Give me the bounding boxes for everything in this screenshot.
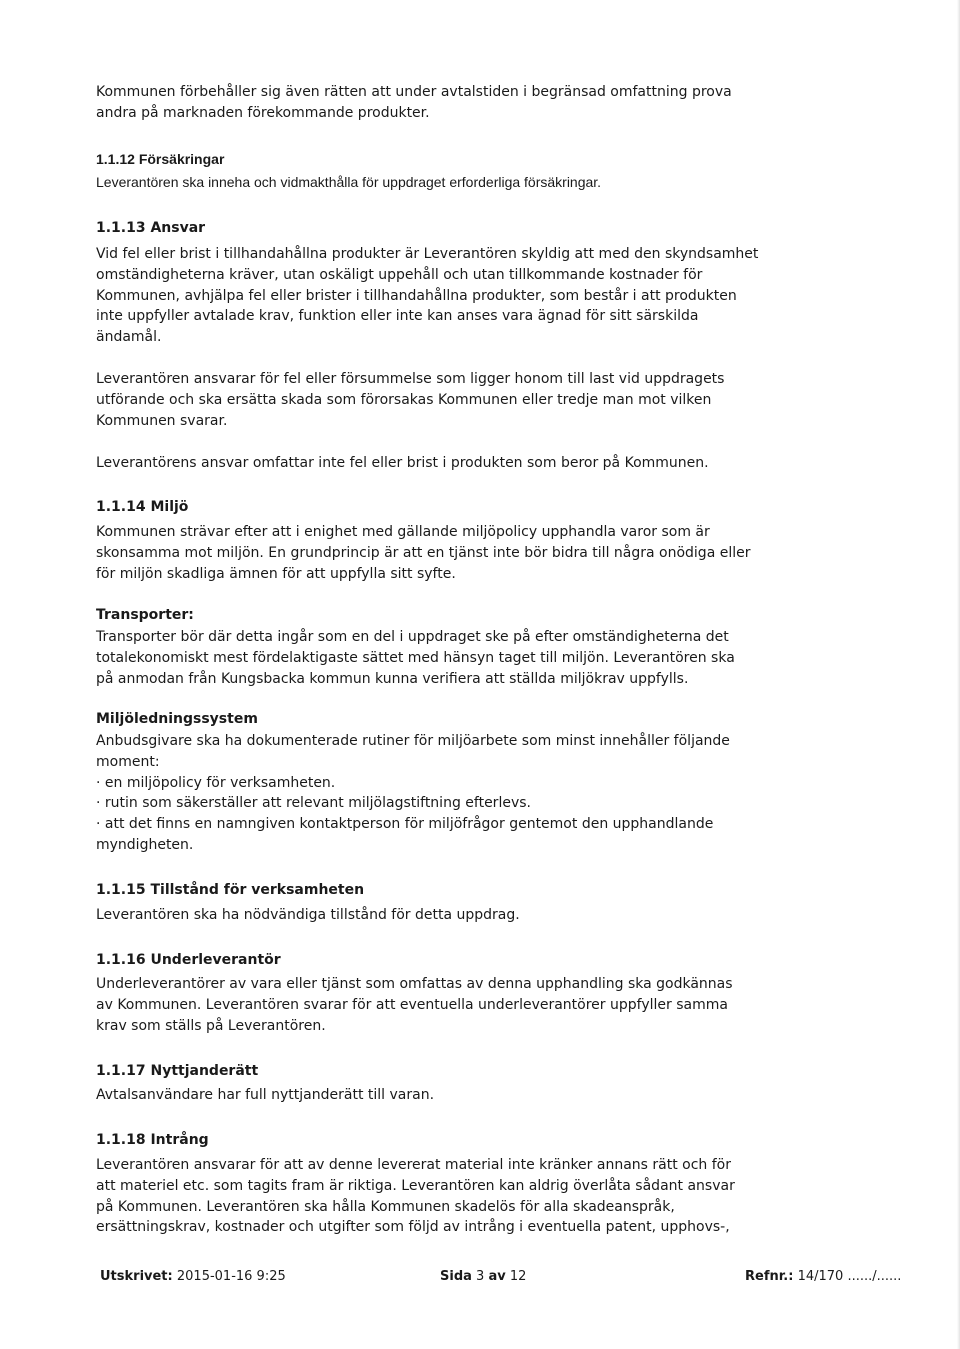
transporter-paragraph xyxy=(96,627,796,689)
text-line: omständigheterna kräver, utan oskäligt uppehåll och utan tillkommande kostnader för xyxy=(96,266,703,283)
footer-page-number xyxy=(440,1268,526,1286)
miljo-paragraph xyxy=(96,522,796,584)
tillstand-paragraph xyxy=(96,905,796,926)
text-line: Underleverantörer av vara eller tjänst som omfattas av denna upphandling ska godkännas xyxy=(96,976,733,992)
text-line: Kommunen svarar. xyxy=(96,412,228,429)
text-line: utförande och ska ersätta skada som förorsakas Kommunen eller tredje man mot vilken xyxy=(96,391,712,408)
ref-value: 14/170 ....../...... xyxy=(797,1269,902,1284)
page-label: Sida xyxy=(440,1269,472,1284)
text-line: Leverantören ska inneha och vidmakthålla för uppdraget erforderliga försäkringar. xyxy=(96,174,602,190)
text-line: ändamål. xyxy=(96,329,162,346)
text-line: Kommunen strävar efter att i enighet med gällande miljöpolicy upphandla varor som är xyxy=(96,524,710,540)
list-item: · en miljöpolicy för verksamheten. xyxy=(96,774,336,791)
ansvar-paragraph-3 xyxy=(96,453,796,474)
footer-printed xyxy=(100,1268,286,1286)
section-heading-intrang: 1.1.18 Intrång xyxy=(96,1132,209,1148)
section-heading-miljoledningssystem: Miljöledningssystem xyxy=(96,711,258,727)
text-line: krav som ställs på Leverantören. xyxy=(96,1017,326,1034)
miljoledningssystem-paragraph xyxy=(96,731,796,856)
text-line: andra på marknaden förekommande produkter. xyxy=(96,104,430,121)
text-line: Avtalsanvändare har full nyttjanderätt till varan. xyxy=(96,1087,435,1103)
text-line: Anbudsgivare ska ha dokumenterade rutiner för miljöarbete som minst innehåller följande xyxy=(96,733,730,749)
text-line: att materiel etc. som tagits fram är riktiga. Leverantören kan aldrig överlåta sådant ansvar xyxy=(96,1177,735,1194)
text-line: på anmodan från Kungsbacka kommun kunna verifiera att ställda miljökrav uppfylls. xyxy=(96,670,689,687)
ansvar-paragraph-2 xyxy=(96,369,796,431)
text-line: inte uppfyller avtalade krav, funktion eller inte kan anses vara ägnad för sitt särskilda xyxy=(96,308,699,325)
section-heading-underleverantor: 1.1.16 Underleverantör xyxy=(96,952,281,968)
text-line: av Kommunen. Leverantören svarar för att eventuella underleverantörer uppfyller samma xyxy=(96,996,728,1013)
text-line: Leverantören ansvarar för fel eller försummelse som ligger honom till last vid uppdragets xyxy=(96,371,725,387)
underleverantor-paragraph xyxy=(96,974,796,1036)
section-heading-transporter: Transporter: xyxy=(96,607,194,623)
nyttjanderatt-paragraph xyxy=(96,1085,796,1106)
text-line: Kommunen, avhjälpa fel eller brister i tillhandahållna produkter, som består i att produkten xyxy=(96,287,737,304)
section-heading-nyttjanderatt: 1.1.17 Nyttjanderätt xyxy=(96,1063,259,1079)
text-line: Vid fel eller brist i tillhandahållna produkter är Leverantören skyldig att med den skyndsamhet xyxy=(96,246,759,262)
text-line: på Kommunen. Leverantören ska hålla Kommunen skadelös för alla skadeanspråk, xyxy=(96,1198,675,1215)
section-heading-ansvar: 1.1.13 Ansvar xyxy=(96,220,206,236)
text-line: Leverantören ska ha nödvändiga tillstånd för detta uppdrag. xyxy=(96,907,520,923)
ref-label: Refnr.: xyxy=(745,1269,794,1284)
section-heading-miljo: 1.1.14 Miljö xyxy=(96,499,189,515)
section-heading-tillstand: 1.1.15 Tillstånd för verksamheten xyxy=(96,882,365,898)
text-line: moment: xyxy=(96,753,160,770)
footer-reference xyxy=(745,1268,901,1286)
section-heading-forsakringar: 1.1.12 Försäkringar xyxy=(96,151,225,167)
text-line: Kommunen förbehåller sig även rätten att under avtalstiden i begränsad omfattning prova xyxy=(96,84,732,100)
text-line: skonsamma mot miljön. En grundprincip är att en tjänst inte bör bidra till några onödiga eller xyxy=(96,544,751,561)
text-line: Leverantören ansvarar för att av denne levererat material inte kränker annans rätt och för xyxy=(96,1157,731,1173)
intro-paragraph xyxy=(96,82,796,124)
intrang-paragraph xyxy=(96,1155,796,1238)
page-total: 12 xyxy=(509,1269,527,1284)
page-number: 3 xyxy=(476,1269,485,1284)
text-line: myndigheten. xyxy=(96,836,194,853)
text-line: totalekonomiskt mest fördelaktigaste sättet med hänsyn taget till miljön. Leverantören ska xyxy=(96,649,735,666)
list-item: · rutin som säkerställer att relevant miljölagstiftning efterlevs. xyxy=(96,795,531,812)
printed-label: Utskrivet: xyxy=(100,1269,173,1284)
text-line: Transporter bör där detta ingår som en del i uppdraget ske på efter omständigheterna det xyxy=(96,629,729,645)
text-line: ersättningskrav, kostnader och utgifter som följd av intrång i eventuella patent, upphovs-, xyxy=(96,1219,730,1236)
printed-value: 2015-01-16 9:25 xyxy=(176,1269,286,1284)
forsakringar-paragraph xyxy=(96,172,796,193)
ansvar-paragraph-1 xyxy=(96,244,796,348)
page-of-label: av xyxy=(488,1269,506,1284)
text-line: Leverantörens ansvar omfattar inte fel eller brist i produkten som beror på Kommunen. xyxy=(96,455,709,471)
text-line: för miljön skadliga ämnen för att uppfylla sitt syfte. xyxy=(96,565,456,582)
list-item: · att det finns en namngiven kontaktperson för miljöfrågor gentemot den upphandlande xyxy=(96,816,714,833)
